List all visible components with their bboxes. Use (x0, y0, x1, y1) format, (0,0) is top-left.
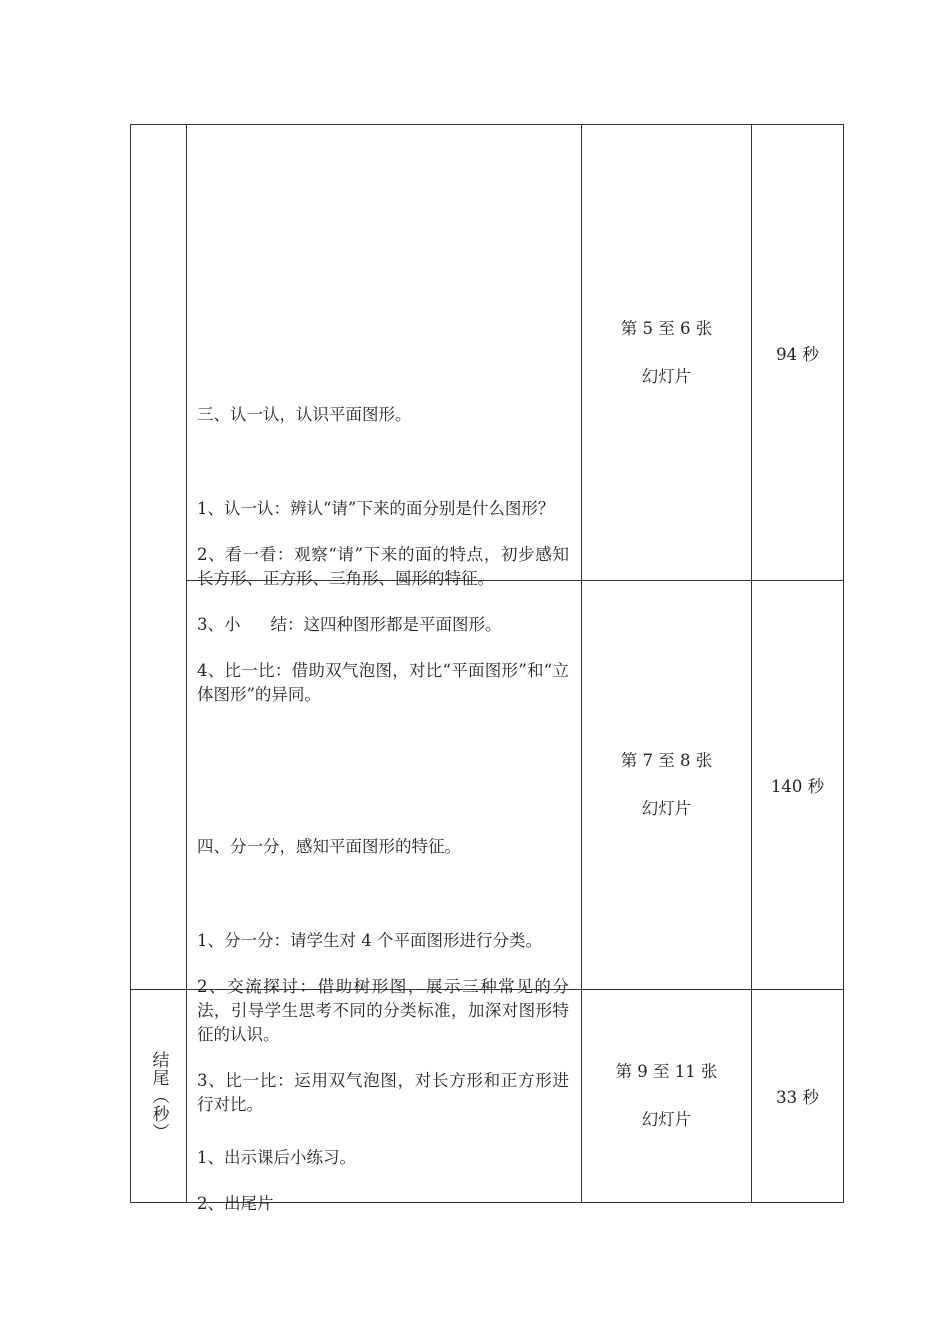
list-item: 1、分一分：请学生对 4 个平面图形进行分类。 (197, 931, 542, 950)
list-item: 3、比一比：运用双气泡图，对长方形和正方形进行对比。 (197, 1071, 569, 1114)
list-item: 3、小 结：这四种图形都是平面图形。 (197, 614, 502, 634)
duration-cell (752, 990, 844, 1203)
slides-cell (582, 581, 752, 990)
list-item: 1、出示课后小练习。 (197, 1148, 356, 1167)
list-item: 2、出尾片 (197, 1194, 274, 1213)
duration: 140 秒 (770, 777, 825, 796)
slide-range: 第 7 至 8 张 (620, 751, 713, 770)
duration: 94 秒 (776, 344, 819, 364)
list-item: 4、比一比：借助双气泡图，对比“平面图形”和“立体图形”的异同。 (197, 660, 569, 704)
duration-cell (752, 581, 844, 990)
section-label-cell (131, 990, 187, 1203)
table-row (131, 125, 844, 581)
lesson-plan-table (130, 124, 844, 1213)
section-label-cell (131, 125, 187, 990)
list-item: 2、交流探讨：借助树形图，展示三种常见的分法，引导学生思考不同的分类标准，加深对图形特征的认识。 (197, 977, 569, 1044)
slide-unit: 幻灯片 (641, 366, 692, 386)
duration: 33 秒 (776, 1088, 819, 1107)
section-heading: 三、认一认，认识平面图形。 (197, 404, 412, 424)
slides-cell (582, 990, 752, 1203)
slide-range: 第 9 至 11 张 (615, 1062, 718, 1081)
slide-unit: 幻灯片 (641, 1110, 692, 1129)
slide-unit: 幻灯片 (641, 799, 692, 818)
duration-cell (752, 125, 844, 581)
list-item: 1、认一认：辨认“请”下来的面分别是什么图形？ (197, 498, 555, 518)
slide-range: 第 5 至 6 张 (620, 318, 713, 338)
slides-cell (582, 125, 752, 581)
content-cell (187, 125, 582, 704)
section-label: 结尾（秒） (148, 1051, 169, 1141)
list-item: 2、看一看：观察“请”下来的面的特点，初步感知长方形、正方形、三角形、圆形的特征。 (197, 544, 569, 588)
section-heading: 四、分一分，感知平面图形的特征。 (197, 837, 461, 856)
